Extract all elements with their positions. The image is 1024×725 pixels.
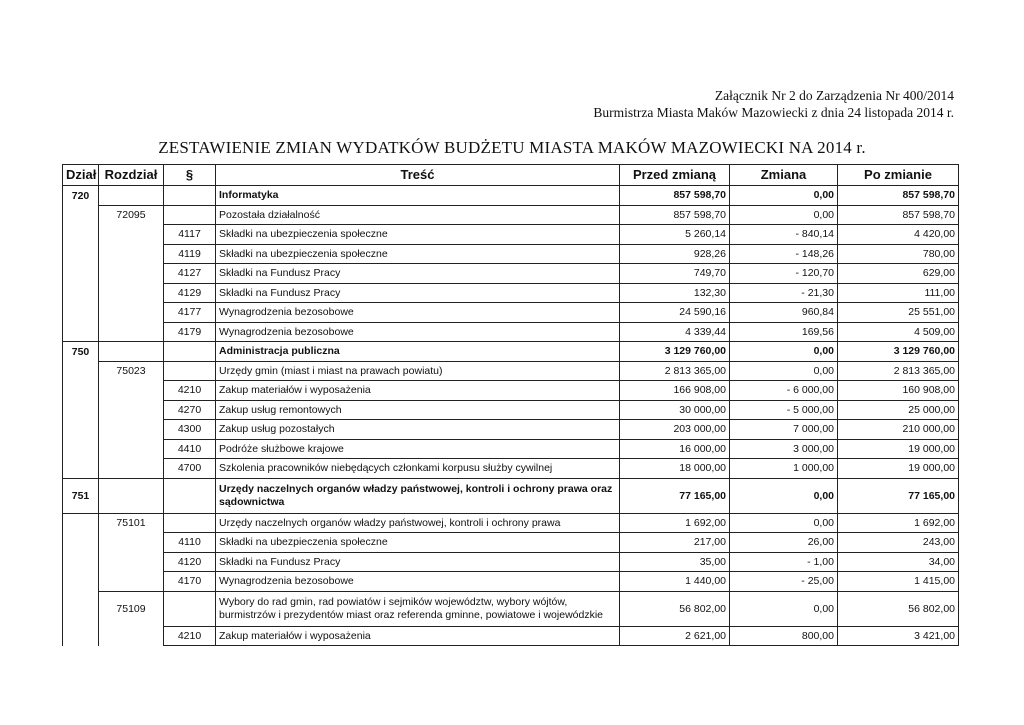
cell-tresc: Administracja publiczna — [216, 342, 620, 362]
cell-zmiana: 0,00 — [730, 205, 838, 225]
cell-po: 1 415,00 — [838, 572, 959, 592]
cell-tresc: Składki na Fundusz Pracy — [216, 552, 620, 572]
cell-dzial: 750 — [63, 342, 99, 362]
cell-dzial — [63, 572, 99, 592]
cell-rozdzial — [99, 244, 164, 264]
cell-po: 1 692,00 — [838, 513, 959, 533]
cell-zmiana: - 840,14 — [730, 225, 838, 245]
cell-tresc: Składki na ubezpieczenia społeczne — [216, 244, 620, 264]
table-row — [63, 626, 959, 646]
cell-po: 19 000,00 — [838, 439, 959, 459]
cell-zmiana: 800,00 — [730, 626, 838, 646]
cell-przed: 1 692,00 — [620, 513, 730, 533]
cell-dzial — [63, 283, 99, 303]
cell-rozdzial — [99, 572, 164, 592]
table-row — [63, 361, 959, 381]
cell-przed: 30 000,00 — [620, 400, 730, 420]
cell-rozdzial — [99, 459, 164, 479]
cell-zmiana: 169,56 — [730, 322, 838, 342]
cell-po: 56 802,00 — [838, 591, 959, 626]
col-header-dzial: Dział — [63, 165, 99, 186]
cell-po: 111,00 — [838, 283, 959, 303]
cell-paragraf — [164, 478, 216, 513]
col-header-tresc: Treść — [216, 165, 620, 186]
cell-dzial — [63, 420, 99, 440]
table-row — [63, 381, 959, 401]
cell-po: 4 420,00 — [838, 225, 959, 245]
cell-paragraf: 4170 — [164, 572, 216, 592]
cell-paragraf: 4700 — [164, 459, 216, 479]
cell-paragraf — [164, 361, 216, 381]
cell-zmiana: - 1,00 — [730, 552, 838, 572]
cell-dzial: 751 — [63, 478, 99, 513]
cell-paragraf: 4119 — [164, 244, 216, 264]
cell-rozdzial: 75023 — [99, 361, 164, 381]
cell-przed: 18 000,00 — [620, 459, 730, 479]
cell-po: 780,00 — [838, 244, 959, 264]
cell-dzial — [63, 361, 99, 381]
cell-po: 857 598,70 — [838, 205, 959, 225]
cell-po: 4 509,00 — [838, 322, 959, 342]
cell-rozdzial — [99, 381, 164, 401]
cell-przed: 4 339,44 — [620, 322, 730, 342]
cell-przed: 1 440,00 — [620, 572, 730, 592]
cell-dzial — [63, 244, 99, 264]
cell-przed: 77 165,00 — [620, 478, 730, 513]
table-row — [63, 342, 959, 362]
table-row — [63, 513, 959, 533]
cell-rozdzial — [99, 283, 164, 303]
cell-po: 160 908,00 — [838, 381, 959, 401]
table-row — [63, 478, 959, 513]
cell-przed: 56 802,00 — [620, 591, 730, 626]
table-row — [63, 205, 959, 225]
cell-paragraf: 4127 — [164, 264, 216, 284]
cell-przed: 166 908,00 — [620, 381, 730, 401]
cell-paragraf: 4210 — [164, 381, 216, 401]
cell-paragraf — [164, 591, 216, 626]
cell-tresc: Składki na ubezpieczenia społeczne — [216, 533, 620, 553]
cell-po: 77 165,00 — [838, 478, 959, 513]
cell-tresc: Zakup materiałów i wyposażenia — [216, 381, 620, 401]
cell-zmiana: 3 000,00 — [730, 439, 838, 459]
cell-dzial — [63, 459, 99, 479]
cell-przed: 16 000,00 — [620, 439, 730, 459]
cell-przed: 3 129 760,00 — [620, 342, 730, 362]
table-row — [63, 552, 959, 572]
cell-przed: 203 000,00 — [620, 420, 730, 440]
col-header-przed: Przed zmianą — [620, 165, 730, 186]
cell-paragraf: 4117 — [164, 225, 216, 245]
cell-paragraf: 4410 — [164, 439, 216, 459]
cell-tresc: Wybory do rad gmin, rad powiatów i sejmików województw, wybory wójtów, burmistrzów i prezydentów miast oraz referenda gminne, powiatowe i wojewódzkie — [216, 591, 620, 626]
cell-po: 3 421,00 — [838, 626, 959, 646]
table-row — [63, 244, 959, 264]
table-header-row — [63, 165, 959, 186]
cell-rozdzial — [99, 264, 164, 284]
cell-zmiana: 7 000,00 — [730, 420, 838, 440]
cell-paragraf: 4177 — [164, 303, 216, 323]
cell-rozdzial — [99, 533, 164, 553]
cell-rozdzial — [99, 552, 164, 572]
cell-paragraf — [164, 205, 216, 225]
cell-paragraf: 4210 — [164, 626, 216, 646]
cell-paragraf: 4300 — [164, 420, 216, 440]
cell-tresc: Urzędy gmin (miast i miast na prawach powiatu) — [216, 361, 620, 381]
cell-po: 25 000,00 — [838, 400, 959, 420]
cell-tresc: Wynagrodzenia bezosobowe — [216, 303, 620, 323]
cell-paragraf: 4120 — [164, 552, 216, 572]
attachment-note — [593, 87, 954, 121]
cell-tresc: Podróże służbowe krajowe — [216, 439, 620, 459]
table-row — [63, 459, 959, 479]
cell-zmiana: - 25,00 — [730, 572, 838, 592]
cell-dzial — [63, 513, 99, 533]
cell-paragraf: 4129 — [164, 283, 216, 303]
table-row — [63, 303, 959, 323]
cell-rozdzial: 75101 — [99, 513, 164, 533]
cell-rozdzial — [99, 186, 164, 206]
cell-tresc: Wynagrodzenia bezosobowe — [216, 572, 620, 592]
table-row — [63, 186, 959, 206]
cell-dzial — [63, 400, 99, 420]
cell-dzial — [63, 264, 99, 284]
attachment-line-2: Burmistrza Miasta Maków Mazowiecki z dnia 24 listopada 2014 r. — [593, 105, 954, 120]
cell-zmiana: 1 000,00 — [730, 459, 838, 479]
cell-po: 243,00 — [838, 533, 959, 553]
cell-tresc: Szkolenia pracowników niebędących członkami korpusu służby cywilnej — [216, 459, 620, 479]
cell-tresc: Składki na Fundusz Pracy — [216, 264, 620, 284]
cell-zmiana: 0,00 — [730, 342, 838, 362]
cell-zmiana: 0,00 — [730, 513, 838, 533]
cell-dzial — [63, 225, 99, 245]
cell-rozdzial — [99, 439, 164, 459]
table-row — [63, 420, 959, 440]
cell-po: 210 000,00 — [838, 420, 959, 440]
cell-po: 3 129 760,00 — [838, 342, 959, 362]
cell-zmiana: 960,84 — [730, 303, 838, 323]
cell-zmiana: 0,00 — [730, 478, 838, 513]
cell-zmiana: - 21,30 — [730, 283, 838, 303]
cell-przed: 749,70 — [620, 264, 730, 284]
cell-zmiana: - 6 000,00 — [730, 381, 838, 401]
table-row — [63, 283, 959, 303]
cell-przed: 24 590,16 — [620, 303, 730, 323]
table-row — [63, 400, 959, 420]
col-header-rozdzial: Rozdział — [99, 165, 164, 186]
cell-dzial — [63, 322, 99, 342]
cell-paragraf: 4179 — [164, 322, 216, 342]
cell-po: 2 813 365,00 — [838, 361, 959, 381]
cell-przed: 2 621,00 — [620, 626, 730, 646]
cell-tresc: Pozostała działalność — [216, 205, 620, 225]
cell-rozdzial — [99, 400, 164, 420]
cell-po: 629,00 — [838, 264, 959, 284]
budget-changes-table — [62, 164, 959, 646]
cell-tresc: Informatyka — [216, 186, 620, 206]
cell-rozdzial — [99, 342, 164, 362]
cell-dzial — [63, 303, 99, 323]
cell-zmiana: - 120,70 — [730, 264, 838, 284]
cell-zmiana: 26,00 — [730, 533, 838, 553]
cell-zmiana: 0,00 — [730, 186, 838, 206]
cell-dzial — [63, 205, 99, 225]
attachment-line-1: Załącznik Nr 2 do Zarządzenia Nr 400/2014 — [714, 88, 954, 103]
cell-tresc: Zakup usług pozostałych — [216, 420, 620, 440]
cell-przed: 857 598,70 — [620, 205, 730, 225]
cell-zmiana: - 148,26 — [730, 244, 838, 264]
cell-po: 25 551,00 — [838, 303, 959, 323]
cell-przed: 132,30 — [620, 283, 730, 303]
cell-tresc: Zakup materiałów i wyposażenia — [216, 626, 620, 646]
cell-po: 19 000,00 — [838, 459, 959, 479]
table-row — [63, 572, 959, 592]
cell-paragraf — [164, 513, 216, 533]
cell-rozdzial — [99, 225, 164, 245]
cell-po: 34,00 — [838, 552, 959, 572]
col-header-zmiana: Zmiana — [730, 165, 838, 186]
col-header-paragraf: § — [164, 165, 216, 186]
cell-dzial — [63, 533, 99, 553]
cell-tresc: Składki na Fundusz Pracy — [216, 283, 620, 303]
table-row — [63, 439, 959, 459]
cell-rozdzial — [99, 322, 164, 342]
cell-paragraf — [164, 342, 216, 362]
cell-zmiana: 0,00 — [730, 361, 838, 381]
cell-paragraf: 4270 — [164, 400, 216, 420]
table-row — [63, 591, 959, 626]
cell-przed: 5 260,14 — [620, 225, 730, 245]
cell-rozdzial — [99, 626, 164, 646]
cell-tresc: Urzędy naczelnych organów władzy państwowej, kontroli i ochrony prawa oraz sądownictwa — [216, 478, 620, 513]
cell-rozdzial: 75109 — [99, 591, 164, 626]
cell-dzial — [63, 552, 99, 572]
cell-tresc: Urzędy naczelnych organów władzy państwowej, kontroli i ochrony prawa — [216, 513, 620, 533]
cell-przed: 217,00 — [620, 533, 730, 553]
cell-przed: 2 813 365,00 — [620, 361, 730, 381]
cell-tresc: Składki na ubezpieczenia społeczne — [216, 225, 620, 245]
cell-rozdzial — [99, 303, 164, 323]
cell-dzial — [63, 626, 99, 646]
cell-paragraf — [164, 186, 216, 206]
cell-dzial — [63, 591, 99, 626]
table-row — [63, 322, 959, 342]
table-row — [63, 264, 959, 284]
cell-tresc: Wynagrodzenia bezosobowe — [216, 322, 620, 342]
cell-przed: 857 598,70 — [620, 186, 730, 206]
cell-dzial — [63, 439, 99, 459]
cell-tresc: Zakup usług remontowych — [216, 400, 620, 420]
cell-przed: 928,26 — [620, 244, 730, 264]
cell-po: 857 598,70 — [838, 186, 959, 206]
cell-rozdzial: 72095 — [99, 205, 164, 225]
table-row — [63, 533, 959, 553]
table-row — [63, 225, 959, 245]
cell-rozdzial — [99, 478, 164, 513]
cell-rozdzial — [99, 420, 164, 440]
cell-dzial: 720 — [63, 186, 99, 206]
cell-zmiana: 0,00 — [730, 591, 838, 626]
document-title: ZESTAWIENIE ZMIAN WYDATKÓW BUDŻETU MIASTA MAKÓW MAZOWIECKI NA 2014 r. — [158, 138, 866, 157]
cell-dzial — [63, 381, 99, 401]
cell-przed: 35,00 — [620, 552, 730, 572]
cell-paragraf: 4110 — [164, 533, 216, 553]
col-header-po: Po zmianie — [838, 165, 959, 186]
cell-zmiana: - 5 000,00 — [730, 400, 838, 420]
